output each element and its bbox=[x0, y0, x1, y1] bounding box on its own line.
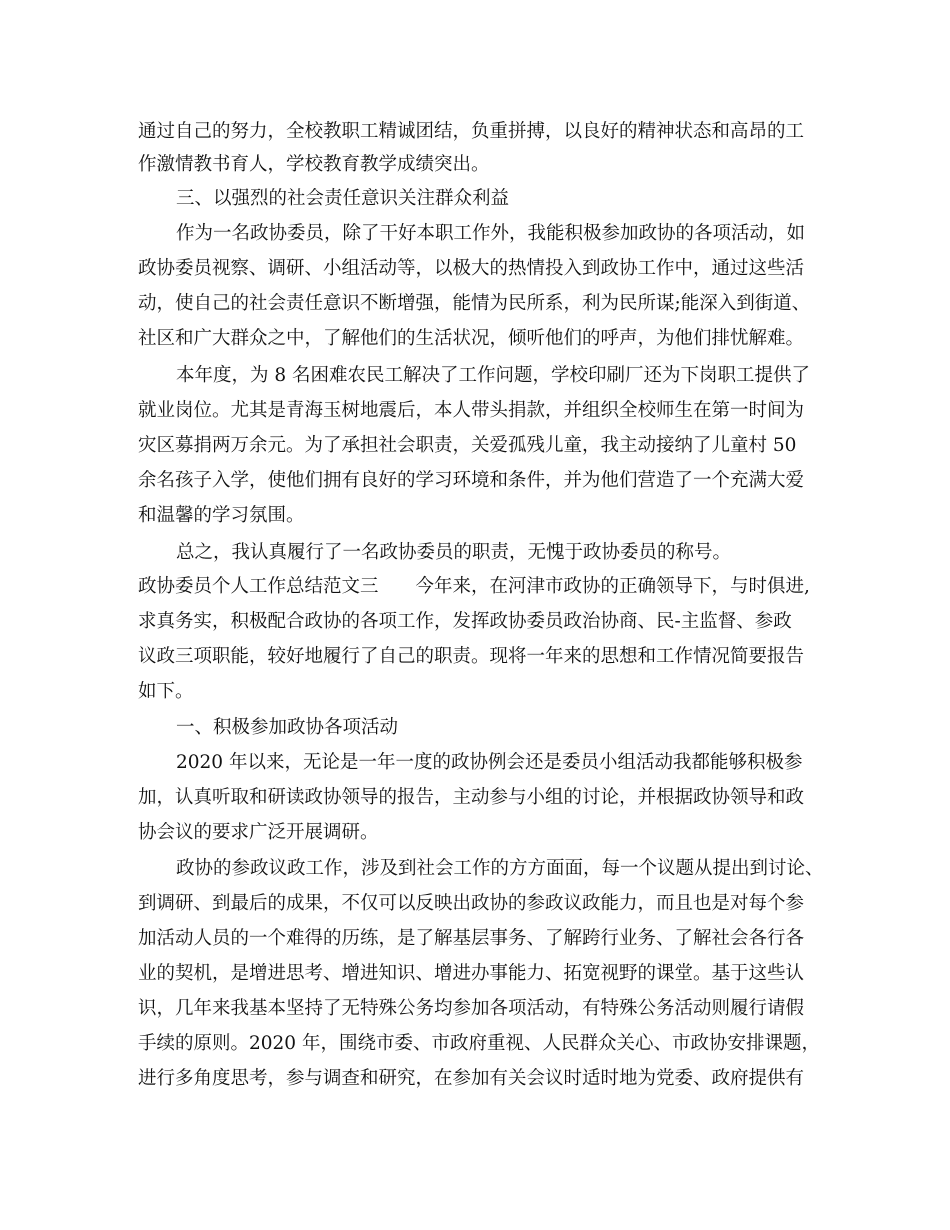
text-line: 和温馨的学习氛围。 bbox=[138, 505, 305, 526]
text-line: 总之，我认真履行了一名政协委员的职责，无愧于政协委员的称号。 bbox=[176, 542, 732, 563]
text-line: 通过自己的努力，全校教职工精诚团结，负重拼搏，以良好的精神状态和高昂的工 bbox=[138, 121, 805, 142]
text-line: 社区和广大群众之中，了解他们的生活状况，倾听他们的呼声，为他们排忧解难。 bbox=[138, 328, 805, 349]
text-line: 本年度，为 8 名困难农民工解决了工作问题，学校印刷厂还为下岗职工提供了 bbox=[176, 365, 811, 386]
section-heading: 一、积极参加政协各项活动 bbox=[176, 717, 399, 738]
text-line: 如下。 bbox=[138, 681, 194, 702]
text-line: 动，使自己的社会责任意识不断增强，能情为民所系，利为民所谋;能深入到街道、 bbox=[138, 293, 811, 314]
text-line: 就业岗位。尤其是青海玉树地震后，本人带头捐款，并组织全校师生在第一时间为 bbox=[138, 400, 805, 421]
text-line: 作激情教书育人，学校教育教学成绩突出。 bbox=[138, 154, 490, 175]
text-line: 业的契机，是增进思考、增进知识、增进办事能力、拓宽视野的课堂。基于这些认 bbox=[138, 963, 805, 984]
text-line: 2020 年以来，无论是一年一度的政协例会还是委员小组活动我都能够积极参 bbox=[176, 752, 803, 773]
text-line: 进行多角度思考，参与调查和研究，在参加有关会议时适时地为党委、政府提供有 bbox=[138, 1068, 805, 1089]
text-line: 加，认真听取和研读政协领导的报告，主动参与小组的讨论，并根据政协领导和政 bbox=[138, 787, 805, 808]
text-line: 灾区募捐两万余元。为了承担社会职责，关爱孤残儿童，我主动接纳了儿童村 50 bbox=[138, 435, 797, 456]
article-title-line: 政协委员个人工作总结范文三 今年来，在河津市政协的正确领导下，与时俱进, bbox=[138, 576, 810, 597]
text-line: 议政三项职能，较好地履行了自己的职责。现将一年来的思想和工作情况简要报告 bbox=[138, 646, 805, 667]
text-line: 作为一名政协委员，除了干好本职工作外，我能积极参加政协的各项活动，如 bbox=[176, 223, 806, 244]
text-line: 政协委员视察、调研、小组活动等，以极大的热情投入到政协工作中，通过这些活 bbox=[138, 258, 805, 279]
text-line: 余名孩子入学，使他们拥有良好的学习环境和条件，并为他们营造了一个充满大爱 bbox=[138, 470, 805, 491]
text-line: 协会议的要求广泛开展调研。 bbox=[138, 822, 379, 843]
text-line: 加活动人员的一个难得的历练，是了解基层事务、了解跨行业务、了解社会各行各 bbox=[138, 928, 805, 949]
text-line: 识，几年来我基本坚持了无特殊公务均参加各项活动，有特殊公务活动则履行请假 bbox=[138, 998, 805, 1019]
text-line: 手续的原则。2020 年，围绕市委、市政府重视、人民群众关心、市政协安排课题， bbox=[138, 1033, 820, 1054]
text-line: 求真务实，积极配合政协的各项工作，发挥政协委员政治协商、民-主监督、参政 bbox=[138, 611, 792, 632]
text-line: 到调研、到最后的成果，不仅可以反映出政协的参政议政能力，而且也是对每个参 bbox=[138, 893, 805, 914]
section-heading: 三、以强烈的社会责任意识关注群众利益 bbox=[176, 188, 510, 209]
text-line: 政协的参政议政工作，涉及到社会工作的方方面面，每一个议题从提出到讨论、 bbox=[176, 858, 824, 879]
